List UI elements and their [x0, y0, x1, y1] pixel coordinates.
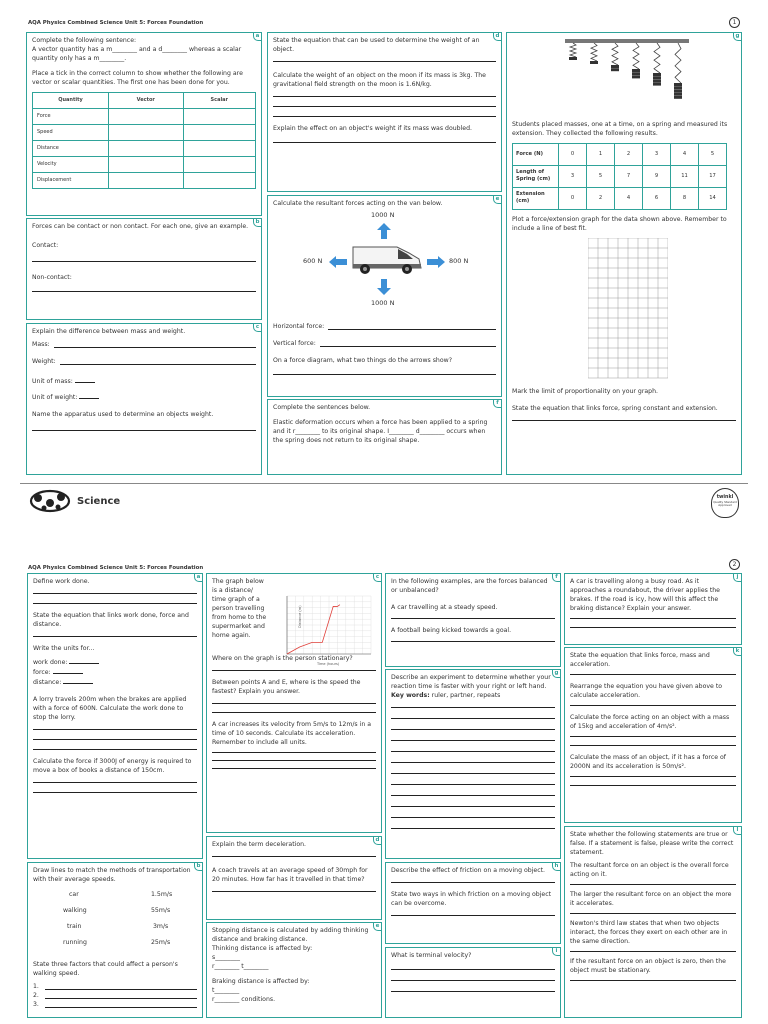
- p2f-q2: A football being kicked towards a goal.: [391, 626, 512, 634]
- p2-box-h: [385, 862, 561, 944]
- arrows-question: On a force diagram, what two things do the arrows show?: [273, 356, 452, 364]
- answer-line[interactable]: [320, 346, 496, 347]
- p2-box-f: [385, 573, 561, 667]
- mass-icon: [674, 86, 682, 89]
- p1g-equation: State the equation that links force, spring constant and extension.: [512, 404, 718, 412]
- p1-box-e: [267, 195, 502, 397]
- arrow-right-icon: [427, 256, 445, 268]
- speed-item[interactable]: 25m/s: [151, 938, 171, 946]
- answer-line[interactable]: [391, 641, 555, 642]
- answer-line[interactable]: [33, 636, 197, 637]
- method-item[interactable]: train: [67, 922, 82, 930]
- page1-header: AQA Physics Combined Science Unit 5: Forces Foundation: [28, 20, 204, 26]
- answer-line[interactable]: [391, 762, 555, 763]
- answer-line[interactable]: [391, 969, 555, 970]
- box-tag: c: [373, 573, 382, 582]
- p1e-intro: Calculate the resultant forces acting on the van below.: [273, 200, 443, 207]
- contact-label: Contact:: [32, 241, 59, 249]
- p2c-q3: A car increases its velocity from 5m/s to 12m/s in a time of 10 seconds. Calculate its acceleration. Remember to include all units.: [212, 720, 372, 746]
- answer-line[interactable]: [33, 782, 197, 783]
- answer-line[interactable]: [212, 856, 376, 857]
- arrow-down-icon: [377, 279, 391, 295]
- graph-paper-grid[interactable]: [588, 238, 668, 384]
- table-cell: 6: [643, 187, 671, 209]
- answer-line[interactable]: [512, 420, 736, 421]
- speed-item[interactable]: 55m/s: [151, 906, 171, 914]
- box-tag: f: [552, 573, 561, 582]
- mass-icon: [632, 72, 640, 75]
- footer-brand: Science: [77, 496, 121, 507]
- scalar-cell[interactable]: [183, 140, 255, 156]
- answer-line[interactable]: [570, 618, 736, 619]
- box-tag: j: [733, 573, 742, 582]
- p2k-q4: Calculate the mass of an object, if it has a force of 2000N and its acceleration is 50m/s².: [570, 753, 726, 770]
- answer-line[interactable]: [273, 61, 496, 62]
- th-quantity: Quantity: [33, 92, 109, 108]
- support-bar: [565, 39, 689, 43]
- scalar-cell[interactable]: [183, 156, 255, 172]
- table-cell: 5: [587, 165, 615, 187]
- vector-cell[interactable]: [109, 108, 184, 124]
- answer-line[interactable]: [212, 670, 376, 671]
- mass-icon: [674, 83, 682, 86]
- arrow-left-icon: [329, 256, 347, 268]
- p2-box-a: [27, 573, 203, 859]
- p2i-q1: What is terminal velocity?: [391, 952, 472, 959]
- p2-box-g: [385, 669, 561, 859]
- p1g-mark: Mark the limit of proportionality on your graph.: [512, 387, 659, 395]
- vector-cell[interactable]: [109, 156, 184, 172]
- answer-line[interactable]: [33, 603, 197, 604]
- van-force-diagram: [273, 210, 496, 315]
- answer-line[interactable]: [391, 882, 555, 883]
- mass-icon: [611, 68, 619, 71]
- spring-icon: [633, 43, 639, 69]
- p2d-q1: Explain the term deceleration.: [212, 841, 307, 848]
- p1f-intro: Complete the sentences below.: [273, 404, 371, 411]
- van-icon: [351, 241, 423, 277]
- weight-label: Weight:: [32, 357, 56, 365]
- force-up-label: 1000 N: [371, 210, 395, 219]
- speed-item[interactable]: 1.5m/s: [151, 890, 173, 898]
- table-cell: 0: [559, 143, 587, 165]
- p1g-intro: Students placed masses, one at a time, on a spring and measured its extension. They collected the following results.: [512, 121, 728, 137]
- mass-icon: [674, 89, 682, 92]
- answer-line[interactable]: [391, 817, 555, 818]
- row-quantity: Force: [33, 108, 109, 124]
- p1-box-f: [267, 399, 502, 475]
- box-tag: c: [253, 323, 262, 332]
- science-logo-icon: [28, 488, 72, 514]
- p2-box-k: [564, 647, 742, 823]
- answer-line[interactable]: [32, 261, 256, 262]
- arrow-up-icon: [377, 223, 391, 239]
- answer-line[interactable]: [45, 998, 197, 999]
- answer-line[interactable]: [33, 792, 197, 793]
- quality-badge: [711, 488, 739, 518]
- p1-box-d: [267, 32, 502, 192]
- mass-icon: [611, 65, 619, 68]
- p2e-r: r________ t________: [212, 962, 269, 970]
- p2k-q3: Calculate the force acting on an object with a mass of 15kg and acceleration of 4m/s².: [570, 713, 730, 730]
- box-tag: h: [552, 862, 561, 871]
- answer-line[interactable]: [391, 784, 555, 785]
- badge-text: Quality Standard Approved: [713, 500, 737, 508]
- p1d-q3: Explain the effect on an object's weight if its mass was doubled.: [273, 124, 473, 132]
- table-cell: Length of Spring (cm): [513, 165, 559, 187]
- force-right-label: 800 N: [449, 256, 469, 265]
- answer-line[interactable]: [570, 627, 736, 628]
- answer-line[interactable]: [45, 989, 197, 990]
- answer-line[interactable]: [391, 773, 555, 774]
- p2k-q2: Rearrange the equation you have given above to calculate acceleration.: [570, 682, 723, 699]
- speed-item[interactable]: 3m/s: [153, 922, 169, 930]
- unit-mass-label: Unit of mass:: [32, 377, 256, 387]
- p2c-intro: The graph below is a distance/ time graph of a person travelling from home to the supermarket and home again.: [212, 578, 267, 639]
- apparatus-question: Name the apparatus used to determine an objects weight.: [32, 410, 214, 418]
- table-cell: 5: [699, 143, 727, 165]
- vector-cell[interactable]: [109, 172, 184, 188]
- distance-time-graph: [273, 588, 377, 666]
- p2f-intro: In the following examples, are the forces balanced or unbalanced?: [391, 578, 548, 594]
- force-left-label: 600 N: [303, 256, 323, 265]
- answer-line[interactable]: [273, 116, 496, 117]
- answer-line[interactable]: [273, 142, 496, 143]
- mass-icon: [674, 93, 682, 96]
- answer-line[interactable]: [33, 593, 197, 594]
- matching-exercise: [33, 889, 197, 957]
- answer-line[interactable]: [212, 891, 376, 892]
- answer-line[interactable]: [212, 752, 376, 753]
- table-cell: 2: [587, 187, 615, 209]
- p2h-q2: State two ways in which friction on a moving object can be overcome.: [391, 890, 552, 907]
- badge-brand: twinkl: [716, 495, 734, 500]
- page1-number: 1: [729, 17, 740, 28]
- answer-line[interactable]: [273, 96, 496, 97]
- answer-line[interactable]: [33, 739, 197, 740]
- p2-box-c: [206, 573, 382, 833]
- p2e-t: t________: [212, 986, 240, 994]
- p2-box-e: [206, 922, 382, 1018]
- p2-box-d: [206, 836, 382, 920]
- p1a-instruction: Place a tick in the correct column to show whether the following are vector or scalar quantities. The first one has been done for you.: [32, 69, 243, 86]
- answer-line[interactable]: [570, 913, 736, 914]
- p2-box-j: [564, 573, 742, 645]
- answer-line[interactable]: [54, 347, 256, 348]
- p1c-intro: Explain the difference between mass and weight.: [32, 328, 186, 335]
- row-quantity: Distance: [33, 140, 109, 156]
- vector-scalar-table: [32, 92, 256, 189]
- table-cell: 4: [671, 143, 699, 165]
- p2-box-b: [27, 862, 203, 1018]
- row-quantity: Velocity: [33, 156, 109, 172]
- table-cell: 0: [559, 187, 587, 209]
- box-tag: i: [552, 947, 561, 956]
- factor-num: 3.: [33, 1000, 39, 1008]
- p2h-q1: Describe the effect of friction on a moving object.: [391, 867, 546, 874]
- box-tag: g: [733, 32, 742, 41]
- spring-icon: [675, 43, 681, 83]
- page2-number: 2: [729, 559, 740, 570]
- th-vector: Vector: [109, 92, 184, 108]
- answer-line[interactable]: [391, 718, 555, 719]
- box-tag: e: [373, 922, 382, 931]
- table-cell: 3: [559, 165, 587, 187]
- p2a-q4: A lorry travels 200m when the brakes are applied with a force of 600N. Calculate the work done to stop the lorry.: [33, 695, 187, 721]
- mass-icon: [653, 79, 661, 82]
- row-quantity: Displacement: [33, 172, 109, 188]
- p2e-think: Thinking distance is affected by:: [212, 944, 313, 952]
- p1-box-b: [26, 218, 262, 320]
- method-item[interactable]: car: [69, 890, 79, 898]
- box-tag: f: [493, 399, 502, 408]
- box-tag: d: [373, 836, 382, 845]
- answer-line[interactable]: [273, 374, 496, 375]
- p1a-sentence: A vector quantity has a m________ and a d________ whereas a scalar quantity only has a m________.: [32, 45, 242, 62]
- p2b-intro: Draw lines to match the methods of transportation with their average speeds.: [33, 867, 191, 883]
- spring-icon: [612, 43, 618, 65]
- answer-line[interactable]: [391, 729, 555, 730]
- row-quantity: Speed: [33, 124, 109, 140]
- p1b-intro: Forces can be contact or non contact. For each one, give an example.: [32, 223, 249, 230]
- answer-line[interactable]: [570, 776, 736, 777]
- answer-line[interactable]: [570, 745, 736, 746]
- p2a-q5: Calculate the force if 3000J of energy is required to move a box of books a distance of 150cm.: [33, 757, 192, 774]
- p1a-intro: Complete the following sentence:: [32, 37, 137, 44]
- box-tag: b: [253, 218, 262, 227]
- method-item[interactable]: running: [63, 938, 87, 946]
- graph-ylabel: Distance (m): [298, 605, 302, 628]
- spring-masses-illustration: [565, 39, 689, 101]
- answer-line[interactable]: [33, 749, 197, 750]
- scalar-cell[interactable]: [183, 124, 255, 140]
- answer-line[interactable]: [391, 795, 555, 796]
- answer-line[interactable]: [328, 329, 496, 330]
- p1f-text: Elastic deformation occurs when a force has been applied to a spring and it r________ to its original shape. I________ d________ occurs when the spring does not return to its original shape.: [273, 418, 488, 444]
- vector-cell[interactable]: [109, 124, 184, 140]
- spring-results-table: [512, 143, 727, 210]
- p2j-q1: A car is travelling along a busy road. As it approaches a roundabout, the driver applies the brakes. If the road is icy, how will this affect the braking distance? Explain your answer.: [570, 578, 720, 612]
- table-cell: 11: [671, 165, 699, 187]
- answer-line[interactable]: [391, 980, 555, 981]
- p2d-q2: A coach travels at an average speed of 30mph for 20 minutes. How far has it travelled in that time?: [212, 866, 368, 883]
- answer-line[interactable]: [45, 1007, 197, 1008]
- answer-line[interactable]: [212, 760, 376, 761]
- answer-line[interactable]: [570, 980, 736, 981]
- unit-weight-label: Unit of weight:: [32, 393, 256, 403]
- p2-box-i: [385, 947, 561, 1018]
- p2e-intro: Stopping distance is calculated by adding thinking distance and braking distance.: [212, 927, 369, 943]
- graph-line: [287, 605, 340, 654]
- mass-icon: [590, 61, 598, 64]
- answer-line[interactable]: [391, 991, 555, 992]
- hanger-icon: [569, 57, 577, 60]
- box-tag: a: [253, 32, 262, 41]
- graph-xlabel: Time (hours): [317, 662, 340, 666]
- p2f-q1: A car travelling at a steady speed.: [391, 603, 498, 611]
- mass-icon: [632, 75, 640, 78]
- p1-box-a: [26, 32, 262, 216]
- answer-line[interactable]: [391, 618, 555, 619]
- answer-line[interactable]: [391, 806, 555, 807]
- mass-icon: [653, 83, 661, 86]
- p1-box-g: [506, 32, 742, 475]
- spring-icon: [654, 43, 660, 73]
- mass-icon: [653, 73, 661, 76]
- table-cell: 4: [615, 187, 643, 209]
- answer-line[interactable]: [570, 674, 736, 675]
- box-tag: d: [493, 32, 502, 41]
- table-cell: 9: [643, 165, 671, 187]
- box-tag: l: [733, 826, 742, 835]
- p2g-keywords: Key words: ruler, partner, repeats: [391, 691, 501, 699]
- answer-lines: [391, 707, 555, 829]
- table-cell: Force (N): [513, 143, 559, 165]
- p1d-q2: Calculate the weight of an object on the moon if its mass is 3kg. The gravitational field strength on the moon is 1.6N/kg.: [273, 71, 486, 88]
- answer-line[interactable]: [60, 364, 256, 365]
- table-cell: Extension (cm): [513, 187, 559, 209]
- horizontal-force-label: Horizontal force:: [273, 322, 325, 330]
- p2l-intro: State whether the following statements are true or false. If a statement is false, please write the correct statement.: [570, 831, 734, 856]
- answer-line[interactable]: [391, 828, 555, 829]
- vertical-force-label: Vertical force:: [273, 339, 316, 347]
- table-cell: 3: [643, 143, 671, 165]
- p1g-plot: Plot a force/extension graph for the data shown above. Remember to include a line of best fit.: [512, 215, 727, 232]
- units-force: force:: [33, 668, 197, 678]
- table-cell: 17: [699, 165, 727, 187]
- box-tag: a: [194, 573, 203, 582]
- p2c-q1: Where on the graph is the person stationary?: [212, 654, 353, 662]
- mass-label: Mass:: [32, 340, 50, 348]
- answer-line[interactable]: [391, 751, 555, 752]
- factor-num: 2.: [33, 991, 39, 999]
- answer-line[interactable]: [391, 740, 555, 741]
- units-work: work done:: [33, 658, 197, 668]
- p2e-brake: Braking distance is affected by:: [212, 977, 310, 985]
- th-scalar: Scalar: [183, 92, 255, 108]
- answer-line[interactable]: [32, 291, 256, 292]
- table-cell: 2: [615, 143, 643, 165]
- answer-line[interactable]: [570, 951, 736, 952]
- p2l-s1: The resultant force on an object is the overall force acting on it.: [570, 861, 729, 878]
- p2a-q3: Write the units for...: [33, 644, 95, 652]
- units-distance: distance:: [33, 678, 197, 688]
- p1-box-c: [26, 323, 262, 475]
- p2l-s2: The larger the resultant force on an object the more it accelerates.: [570, 890, 732, 907]
- p2-box-l: [564, 826, 742, 1018]
- method-item[interactable]: walking: [63, 906, 87, 914]
- noncontact-label: Non-contact:: [32, 273, 72, 281]
- spring-icon: [591, 43, 597, 61]
- box-tag: b: [194, 862, 203, 871]
- p1d-q1: State the equation that can be used to determine the weight of an object.: [273, 37, 480, 53]
- vector-cell[interactable]: [109, 140, 184, 156]
- table-cell: 7: [615, 165, 643, 187]
- answer-line[interactable]: [33, 729, 197, 730]
- box-tag: k: [733, 647, 742, 656]
- answer-line[interactable]: [32, 430, 256, 431]
- mass-icon: [632, 69, 640, 72]
- p2e-s: s________: [212, 953, 240, 961]
- box-tag: e: [493, 195, 502, 204]
- factor-num: 1.: [33, 982, 39, 990]
- table-cell: 8: [671, 187, 699, 209]
- answer-line[interactable]: [570, 705, 736, 706]
- spring-icon: [570, 43, 576, 57]
- footer-divider: [20, 483, 748, 484]
- scalar-cell[interactable]: [183, 172, 255, 188]
- p2a-q1: Define work done.: [33, 578, 90, 585]
- p2l-s3: Newton's third law states that when two objects interact, the forces they exert on each other are in the same direction.: [570, 919, 728, 945]
- answer-line[interactable]: [212, 712, 376, 713]
- mass-icon: [674, 96, 682, 99]
- p2l-s4: If the resultant force on an object is zero, then the object must be stationary.: [570, 957, 726, 974]
- force-down-label: 1000 N: [371, 298, 395, 307]
- p2e-rc: r________ conditions.: [212, 995, 276, 1003]
- answer-line[interactable]: [391, 707, 555, 708]
- answer-line[interactable]: [570, 884, 736, 885]
- mass-icon: [653, 76, 661, 79]
- answer-line[interactable]: [212, 768, 376, 769]
- answer-line[interactable]: [570, 785, 736, 786]
- table-cell: 1: [587, 143, 615, 165]
- p2a-q2: State the equation that links work done, force and distance.: [33, 611, 189, 628]
- page2-header: AQA Physics Combined Science Unit 5: Forces Foundation: [28, 565, 204, 571]
- table-cell: 14: [699, 187, 727, 209]
- scalar-cell[interactable]: [183, 108, 255, 124]
- box-tag: g: [552, 669, 561, 678]
- p2k-q1: State the equation that links force, mass and acceleration.: [570, 652, 710, 668]
- answer-line[interactable]: [273, 106, 496, 107]
- p2c-q2: Between points A and E, where is the speed the fastest? Explain you answer.: [212, 678, 361, 695]
- answer-line[interactable]: [391, 915, 555, 916]
- p2g-intro: Describe an experiment to determine whether your reaction time is faster with your right or left hand.: [391, 674, 551, 690]
- p2b-factors: State three factors that could affect a person's walking speed.: [33, 960, 178, 977]
- answer-line[interactable]: [212, 703, 376, 704]
- answer-line[interactable]: [570, 736, 736, 737]
